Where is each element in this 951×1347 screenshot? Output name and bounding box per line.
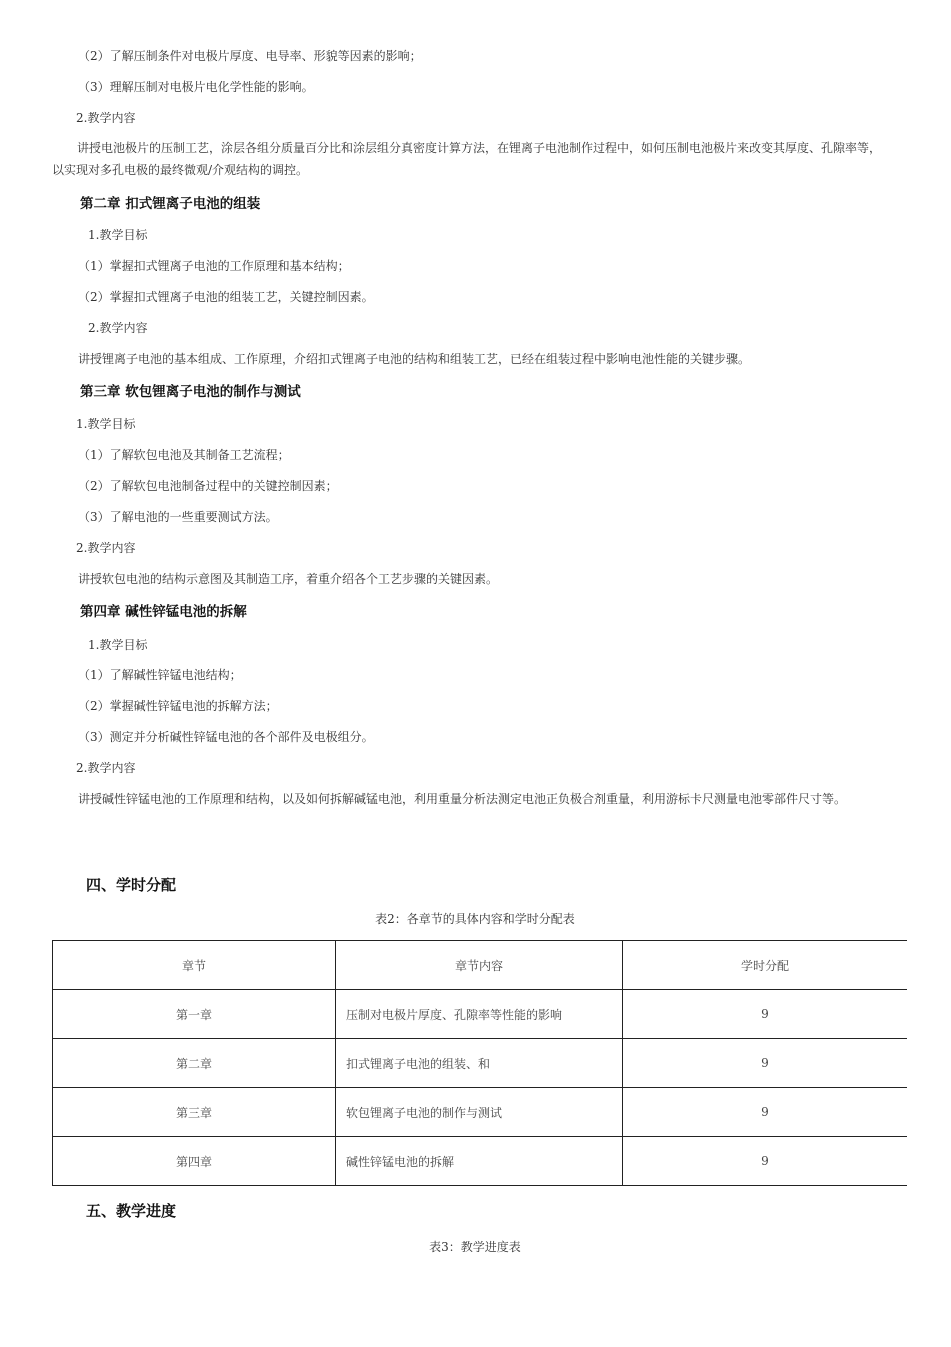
chapter2-goal-1: （1）掌握扣式锂离子电池的工作原理和基本结构；	[78, 259, 350, 273]
cell-content: 压制对电极片厚度、孔隙率等性能的影响	[336, 990, 623, 1039]
cell-chapter: 第一章	[53, 990, 336, 1039]
chapter3-goal-label: 1.教学目标	[76, 417, 136, 431]
chapter2-content: 讲授锂离子电池的基本组成、工作原理，介绍扣式锂离子电池的结构和组装工艺，已经在组装过程中影响电池性能的关键步骤。	[78, 352, 751, 366]
chapter2-goal-2: （2）掌握扣式锂离子电池的组装工艺，关键控制因素。	[78, 290, 374, 304]
header-chapter: 章节	[53, 941, 336, 990]
chapter4-goal-3: （3）测定并分析碱性锌锰电池的各个部件及电极组分。	[78, 730, 374, 744]
table2-caption: 表2：各章节的具体内容和学时分配表	[375, 912, 575, 926]
chapter3-goal-1: （1）了解软包电池及其制备工艺流程；	[78, 448, 290, 462]
hours-table	[52, 940, 907, 1186]
section5-title: 五、教学进度	[86, 1202, 177, 1220]
cell-hours: 9	[623, 1088, 908, 1137]
chapter4-goal-2: （2）掌握碱性锌锰电池的拆解方法；	[78, 699, 278, 713]
cell-content: 软包锂离子电池的制作与测试	[336, 1088, 623, 1137]
chapter3-goal-3: （3）了解电池的一些重要测试方法。	[78, 510, 278, 524]
table-row	[53, 1088, 908, 1137]
table-row	[53, 990, 908, 1039]
chapter4-goal-label: 1.教学目标	[88, 638, 148, 652]
chapter4-content: 讲授碱性锌锰电池的工作原理和结构，以及如何拆解碱锰电池，利用重量分析法测定电池正负极合剂重量，利用游标卡尺测量电池零部件尺寸等。	[78, 792, 847, 806]
chapter2-goal-label: 1.教学目标	[88, 228, 148, 242]
chapter2-title: 第二章 扣式锂离子电池的组装	[80, 196, 261, 212]
cell-content: 扣式锂离子电池的组装、和	[336, 1039, 623, 1088]
goal-item-2: （2）了解压制条件对电极片厚度、电导率、形貌等因素的影响；	[78, 49, 422, 63]
cell-hours: 9	[623, 1137, 908, 1186]
section4-title: 四、学时分配	[86, 876, 177, 894]
cell-hours: 9	[623, 990, 908, 1039]
table-header-row	[53, 941, 908, 990]
chapter3-content-label: 2.教学内容	[76, 541, 136, 555]
chapter4-title: 第四章 碱性锌锰电池的拆解	[80, 604, 247, 620]
chapter3-goal-2: （2）了解软包电池制备过程中的关键控制因素；	[78, 479, 338, 493]
table3-caption: 表3：教学进度表	[429, 1240, 521, 1254]
chapter3-title: 第三章 软包锂离子电池的制作与测试	[80, 384, 301, 400]
chapter3-content: 讲授软包电池的结构示意图及其制造工序，着重介绍各个工艺步骤的关键因素。	[78, 572, 499, 586]
cell-chapter: 第四章	[53, 1137, 336, 1186]
cell-chapter: 第二章	[53, 1039, 336, 1088]
cell-content: 碱性锌锰电池的拆解	[336, 1137, 623, 1186]
cell-chapter: 第三章	[53, 1088, 336, 1137]
header-content: 章节内容	[336, 941, 623, 990]
goal-item-3: （3）理解压制对电极片电化学性能的影响。	[78, 80, 314, 94]
content-label: 2.教学内容	[76, 111, 136, 125]
chapter2-content-label: 2.教学内容	[88, 321, 148, 335]
chapter4-goal-1: （1）了解碱性锌锰电池结构；	[78, 668, 242, 682]
header-hours: 学时分配	[623, 941, 908, 990]
chapter4-content-label: 2.教学内容	[76, 761, 136, 775]
chapter1-content: 讲授电池极片的压制工艺，涂层各组分质量百分比和涂层组分真密度计算方法，在锂离子电池制作过程中，如何压制电池极片来改变其厚度、孔隙率等，以实现对多孔电极的最终微观/介观结构的调控。	[52, 141, 882, 177]
table-row	[53, 1039, 908, 1088]
table-row	[53, 1137, 908, 1186]
cell-hours: 9	[623, 1039, 908, 1088]
